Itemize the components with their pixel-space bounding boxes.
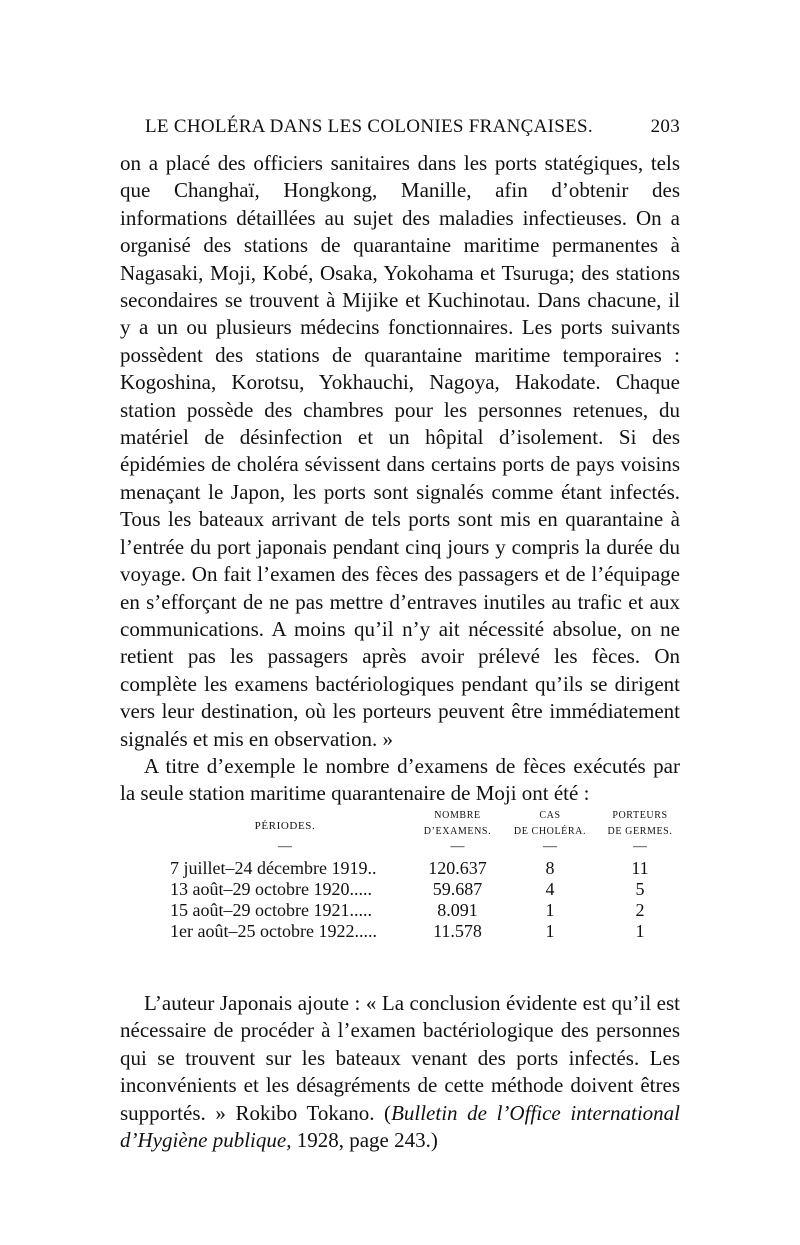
moji-exams-table	[160, 808, 685, 942]
header-exams: NOMBRE D’EXAMENS.	[423, 810, 492, 837]
running-title: LE CHOLÉRA DANS LES COLONIES FRANÇAISES.	[145, 116, 593, 137]
closing-text	[120, 990, 680, 1154]
conclusion-text: L’auteur Japonais ajoute : « La conclusion évidente est qu’il est nécessaire de procéder à l’examen bactériologique des personnes qui se trouvent sur les bateaux venant des ports infectés. Les inconvénients et les désagréments de cette méthode doivent êtres supportés. » Rokibo Tokano. (	[120, 991, 680, 1125]
table-row: 13 août–29 octobre 1920..... 59.687 4 5	[170, 879, 645, 899]
header-dashes: — — — —	[278, 839, 647, 854]
page-number: 203	[650, 116, 680, 137]
table-header	[160, 808, 685, 840]
citation-tail: 1928, page 243.)	[291, 1128, 438, 1153]
citation-title: Bulletin de l’Office international d’Hygiène publique,	[120, 1100, 680, 1153]
header-carriers: PORTEURS DE GERMES.	[607, 810, 673, 837]
table-row: 15 août–29 octobre 1921..... 8.091 1 2	[170, 900, 645, 920]
header-periods: PÉRIODES.	[254, 820, 316, 832]
paragraph-example: A titre d’exemple le nombre d’examens de fèces exécutés par la seule station maritime quarantenaire de Moji ont été :	[120, 753, 680, 806]
header-cases: CAS DE CHOLÉRA.	[513, 810, 587, 837]
paragraph-continuation: on a placé des officiers sanitaires dans les ports statégiques, tels que Changhaï, Hongkong, Manille, afin d’obtenir des informations détaillées au sujet des maladies infectieuses. On a organisé des stations de quarantaine maritime permanentes à Nagasaki, Moji, Kobé, Osaka, Yokohama et Tsuruga; des stations secondaires se trouvent à Mijike et Kuchinotau. Dans chacune, il y a un ou plusieurs médecins fonctionnaires. Les ports suivants possèdent des stations de quarantaine maritime temporaires : Kogoshina, Korotsu, Yokhauchi, Nagoya, Hakodate. Chaque station possède des chambres pour les personnes retenues, du matériel de désinfection et un hôpital d’isolement. Si des épidémies de choléra sévissent dans certains ports de pays voisins menaçant le Japon, les ports sont signalés comme étant infectés. Tous les bateaux arrivant de tels ports sont mis en quarantaine à l’entrée du port japonais pendant cinq jours y compris la durée du voyage. On fait l’examen des fèces des passagers et de l’équipage en s’efforçant de ne pas mettre d’entraves inutiles au trafic et aux communications. A moins qu’il n’y ait nécessité absolue, on ne retient pas les passagers après avoir prélevé les fèces. On complète les examens bactériologiques pendant qu’ils se dirigent vers leur destination, où les porteurs peuvent être immédiatement signalés et mis en observation. »	[120, 151, 680, 751]
table-row: 7 juillet–24 décembre 1919.. 120.637 8 11	[170, 858, 649, 878]
paragraph-conclusion	[120, 990, 680, 1154]
running-header	[145, 116, 680, 138]
table-row: 1er août–25 octobre 1922..... 11.578 1 1	[170, 921, 645, 941]
main-text	[120, 150, 680, 808]
